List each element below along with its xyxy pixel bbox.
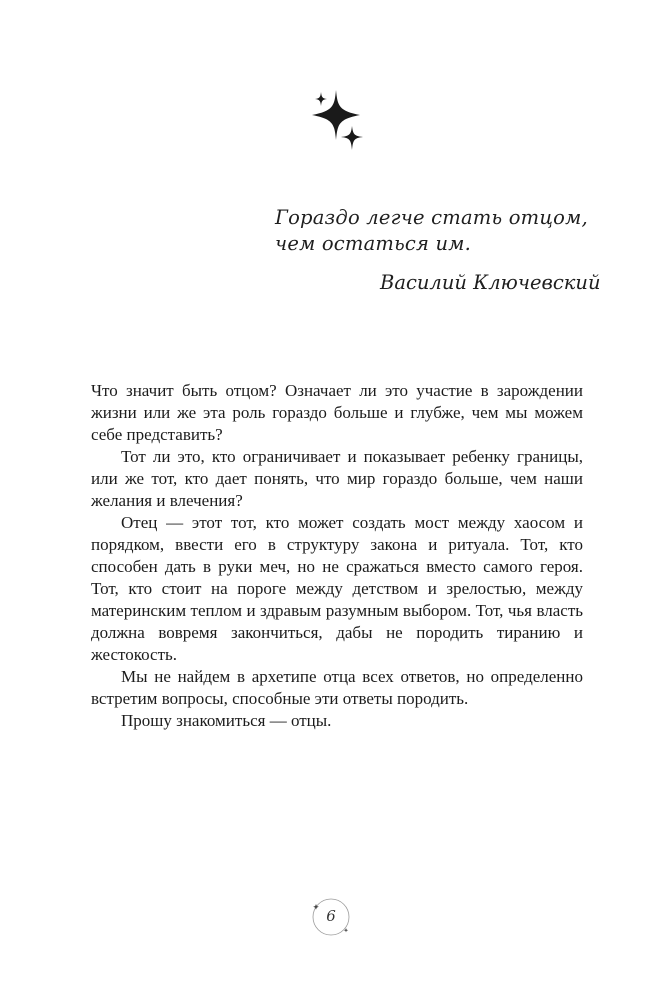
epigraph-quote-line-2: чем остаться им. xyxy=(275,232,472,255)
page-number: 6 xyxy=(326,907,336,925)
epigraph-author: Василий Ключевский xyxy=(380,271,601,294)
body-text xyxy=(91,380,583,732)
sparkle-stars-icon xyxy=(302,88,372,158)
paragraph-1: Что значит быть отцом? Означает ли это участие в зарождении жизни или же эта роль гораздо больше и глубже, чем мы можем себе представить? xyxy=(91,381,583,444)
epigraph-quote-line-1: Гораздо легче стать отцом, xyxy=(275,206,588,229)
paragraph-3: Отец — этот тот, кто может создать мост между хаосом и порядком, ввести его в структуру закона и ритуала. Тот, кто способен дать в руки меч, но не сражаться вместо самого героя. Тот, кто стоит на пороге между детством и зрелостью, между материнским теплом и здравым разумным выбором. Тот, чья власть должна вовремя закончиться, дабы не породить тиранию и жестокость. xyxy=(91,513,583,664)
paragraph-4: Мы не найдем в архетипе отца всех ответов, но определенно встретим вопросы, способные эти ответы породить. xyxy=(91,667,583,708)
paragraph-2: Тот ли это, кто ограничивает и показывает ребенку границы, или же тот, кто дает понять, что мир гораздо больше, чем наши желания и влечения? xyxy=(91,447,583,510)
page-number-badge xyxy=(310,896,352,938)
paragraph-5: Прошу знакомиться — отцы. xyxy=(121,711,332,730)
